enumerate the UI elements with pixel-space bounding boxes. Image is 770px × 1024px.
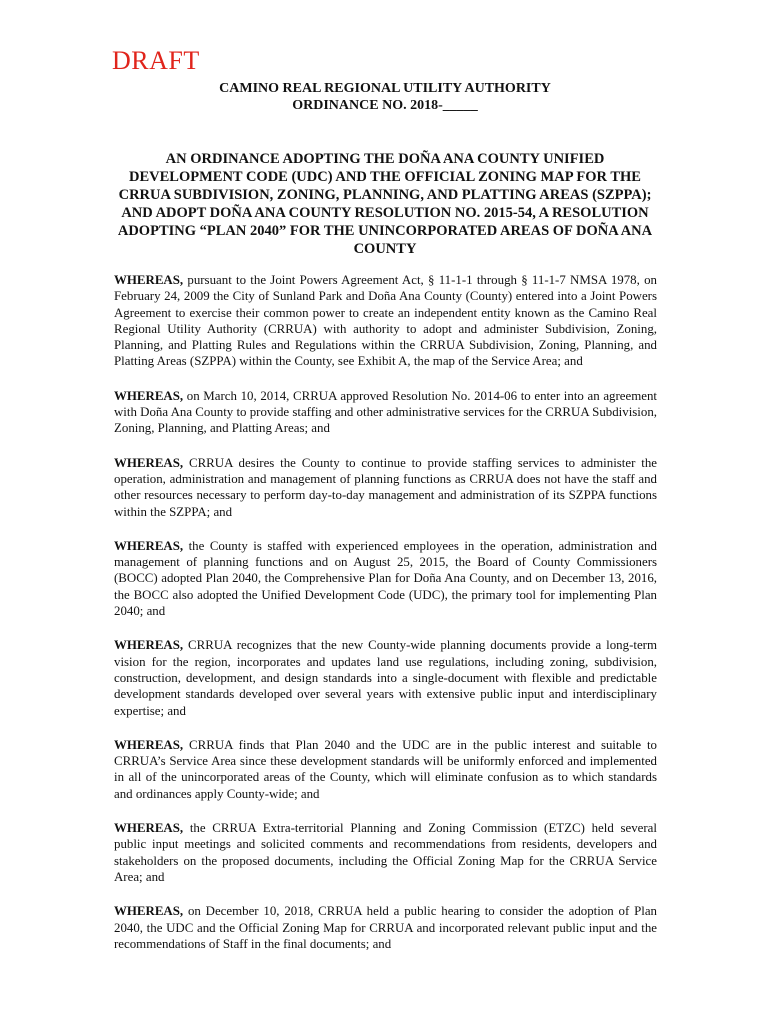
whereas-paragraph (114, 455, 657, 520)
whereas-paragraph (114, 637, 657, 718)
whereas-text: CRRUA recognizes that the new County-wide planning documents provide a long-term vision for the region, incorporates and updates land use regulations, including zoning, subdivision, construction, development, and design standards into a single-document with flexible and predictable development standards developed over several years with extensive public input and interdisciplinary expertise; and (114, 638, 657, 718)
whereas-label: WHEREAS, (114, 737, 184, 752)
draft-watermark: DRAFT (112, 46, 200, 75)
authority-heading: CAMINO REAL REGIONAL UTILITY AUTHORITY (219, 81, 551, 96)
ordinance-title: AN ORDINANCE ADOPTING THE DOÑA ANA COUNTY UNIFIED DEVELOPMENT CODE (UDC) AND THE OFFICIAL ZONING MAP FOR THE CRRUA SUBDIVISION, ZONING, PLANNING, AND PLATTING AREAS (SZPPA); AND ADOPT DOÑA ANA COUNTY RESOLUTION NO. 2015-54, A RESOLUTION ADOPTING “PLAN 2040” FOR THE UNINCORPORATED AREAS OF DOÑA ANA COUNTY (117, 151, 653, 257)
whereas-label: WHEREAS, (114, 388, 184, 403)
whereas-label: WHEREAS, (114, 538, 184, 553)
whereas-label: WHEREAS, (114, 904, 184, 919)
whereas-paragraph (114, 820, 657, 885)
whereas-label: WHEREAS, (114, 455, 184, 470)
whereas-paragraph (114, 737, 657, 802)
whereas-text: CRRUA desires the County to continue to provide staffing services to administer the operation, administration and management of planning functions as CRRUA does not have the staff and other resources necessary to perform day-to-day management and administration of its SZPPA functions within the SZPPA; and (114, 455, 657, 519)
whereas-text: the CRRUA Extra-territorial Planning and Zoning Commission (ETZC) held several public input meetings and solicited comments and recommendations from residents, developers and stakeholders on the proposed documents, including the Official Zoning Map for the CRRUA Service Area; and (114, 821, 657, 884)
whereas-text: pursuant to the Joint Powers Agreement Act, § 11-1-1 through § 11-1-7 NMSA 1978, on February 24, 2009 the City of Sunland Park and Doña Ana County (County) entered into a Joint Powers Agreement to exercise their common power to create an independent entity known as the Camino Real Regional Utility Authority (CRRUA) with authority to adopt and administer Subdivision, Zoning, Planning, and Platting Rules and Regulations within the CRRUA Subdivision, Zoning, Planning, and Platting Areas (SZPPA) within the County, see Exhibit A, the map of the Service Area; and (114, 273, 657, 369)
whereas-paragraph (114, 272, 657, 370)
whereas-label: WHEREAS, (114, 638, 184, 653)
whereas-text: the County is staffed with experienced employees in the operation, administration and management of planning functions and on August 25, 2015, the Board of County Commissioners (BOCC) adopted Plan 2040, the Comprehensive Plan for Doña Ana County, and on December 13, 2016, the BOCC also adopted the Unified Development Code (UDC), the primary tool for implementing Plan 2040; and (114, 538, 657, 619)
whereas-paragraph (114, 538, 657, 619)
whereas-paragraph (114, 903, 657, 952)
whereas-text: on December 10, 2018, CRRUA held a public hearing to consider the adoption of Plan 2040, the UDC and the Official Zoning Map for CRRUA and incorporated relevant public input and the recommendations of Staff in the final documents; and (114, 904, 657, 951)
whereas-clauses (114, 272, 657, 970)
whereas-text: on March 10, 2014, CRRUA approved Resolution No. 2014-06 to enter into an agreement with Doña Ana County to provide staffing and other administrative services for the CRRUA Subdivision, Zoning, Planning, and Platting Areas; and (114, 388, 657, 436)
whereas-label: WHEREAS, (114, 821, 184, 836)
whereas-paragraph (114, 388, 657, 437)
ordinance-number: ORDINANCE NO. 2018-_____ (292, 98, 478, 113)
whereas-text: CRRUA finds that Plan 2040 and the UDC are in the public interest and suitable to CRRUA’s Service Area since these development standards will be uniformly enforced and implemented in all of the unincorporated areas of the County, which will eliminate confusion as to which standards and ordinances apply County-wide; and (114, 737, 657, 801)
whereas-label: WHEREAS, (114, 273, 184, 287)
